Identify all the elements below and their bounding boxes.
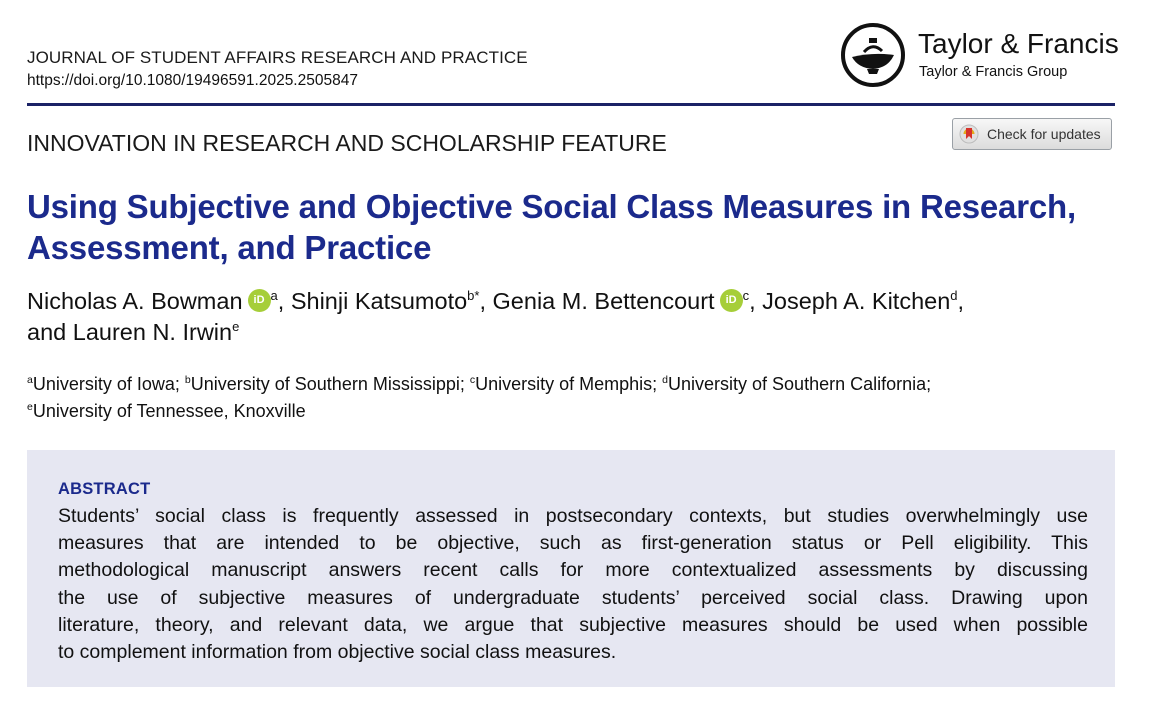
author-affiliation-mark: d bbox=[950, 288, 958, 304]
author-affiliation-mark: e bbox=[232, 319, 240, 335]
author-affiliation-mark: c bbox=[742, 288, 750, 304]
doi-link[interactable]: https://doi.org/10.1080/19496591.2025.2505847 bbox=[27, 72, 358, 89]
abstract-line: to complement information from objective social class measures. bbox=[58, 641, 617, 664]
affiliation-item: University of Memphis; bbox=[475, 374, 663, 394]
author-affiliation-mark: b* bbox=[467, 288, 480, 304]
author-bettencourt: Genia M. Bettencourt iD $^c$, bbox=[492, 288, 763, 314]
affiliations bbox=[27, 371, 1127, 425]
journal-name: JOURNAL OF STUDENT AFFAIRS RESEARCH AND PRACTICE bbox=[27, 48, 528, 67]
abstract-heading: ABSTRACT bbox=[58, 480, 151, 498]
author-list bbox=[27, 286, 1127, 348]
affiliation-line: $^a$University of Iowa; $^b$University of Southern Mississippi; $^c$University of Memphis; $^d$University of Southern California; bbox=[27, 374, 932, 394]
author-katsumoto: Shinji Katsumoto$^{b*}$, bbox=[290, 288, 493, 314]
orcid-icon[interactable]: iD bbox=[720, 289, 743, 312]
title-line: Using Subjective and Objective Social Class Measures in Research, bbox=[27, 188, 1076, 225]
author-name: Shinji Katsumoto bbox=[290, 288, 468, 314]
author-name: Nicholas A. Bowman bbox=[27, 288, 243, 314]
author-line bbox=[27, 286, 1127, 317]
abstract-line: the use of subjective measures of undergraduate students’ perceived social class. Drawing upon bbox=[58, 586, 1088, 609]
article-title bbox=[27, 186, 1122, 268]
author-bowman: Nicholas A. Bowman iD $^a$, bbox=[27, 288, 291, 314]
lamp-logo-icon bbox=[840, 22, 906, 88]
abstract-text bbox=[58, 503, 1088, 666]
publisher-name: Taylor & Francis bbox=[918, 28, 1119, 59]
abstract-line: Students’ social class is frequently assessed in postsecondary contexts, but studies overwhelmingly use bbox=[58, 505, 1088, 527]
feature-label: INNOVATION IN RESEARCH AND SCHOLARSHIP FEATURE bbox=[27, 130, 667, 156]
author-affiliation-mark: a bbox=[270, 288, 278, 304]
affiliation-line: $^e$University of Tennessee, Knoxville bbox=[27, 401, 306, 421]
author-irwin bbox=[73, 319, 240, 345]
title-line: Assessment, and Practice bbox=[27, 229, 432, 266]
author-name: Genia M. Bettencourt bbox=[492, 288, 715, 314]
header-rule bbox=[27, 103, 1115, 106]
author-name: Joseph A. Kitchen bbox=[762, 288, 951, 314]
affiliation-item: University of Southern California; bbox=[668, 374, 932, 394]
author-conjunction: and bbox=[27, 319, 73, 345]
abstract-box bbox=[27, 450, 1115, 687]
check-for-updates-label: Check for updates bbox=[987, 126, 1101, 142]
abstract-line: literature, theory, and relevant data, we argue that subjective measures should be used when possible bbox=[58, 613, 1088, 636]
orcid-icon[interactable]: iD bbox=[248, 289, 271, 312]
author-name: Lauren N. Irwin bbox=[72, 319, 233, 345]
publisher-logo[interactable] bbox=[840, 22, 1120, 92]
check-for-updates-button[interactable] bbox=[952, 118, 1112, 150]
author-line bbox=[27, 317, 1127, 348]
publisher-group: Taylor & Francis Group bbox=[919, 64, 1068, 80]
affiliation-item: University of Iowa; bbox=[32, 374, 185, 394]
author-kitchen: Joseph A. Kitchen$^d$, bbox=[762, 288, 965, 314]
affiliation-item: University of Tennessee, Knoxville bbox=[32, 401, 306, 421]
affiliation-item: University of Southern Mississippi; bbox=[190, 374, 470, 394]
abstract-line: measures that are intended to be objective, such as first-generation status or Pell eligibility. This bbox=[58, 532, 1088, 555]
bookmark-ribbon-icon bbox=[959, 124, 979, 144]
abstract-line: methodological manuscript answers recent calls for more contextualized assessments by discussing bbox=[58, 559, 1088, 582]
